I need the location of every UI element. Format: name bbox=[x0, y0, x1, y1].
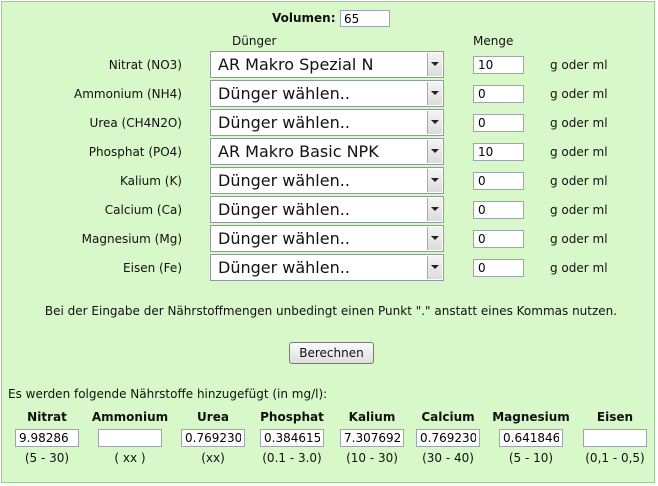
row-label-phosphat: Phosphat (PO4) bbox=[88, 145, 182, 159]
dropdown-button[interactable] bbox=[427, 169, 442, 192]
amount-input-ammonium[interactable] bbox=[473, 85, 524, 103]
unit-label: g oder ml bbox=[550, 87, 608, 101]
dropdown-button[interactable] bbox=[427, 198, 442, 221]
result-header-kalium: Kalium bbox=[348, 410, 396, 424]
chevron-down-icon bbox=[431, 62, 439, 66]
select-value: Dünger wählen.. bbox=[218, 171, 350, 190]
fertilizer-select-calcium[interactable] bbox=[210, 196, 444, 223]
chevron-down-icon bbox=[431, 265, 439, 269]
result-header-nitrat: Nitrat bbox=[27, 410, 67, 424]
decimal-point-note: Bei der Eingabe der Nährstoffmengen unbedingt einen Punkt "." anstatt eines Kommas nutzen. bbox=[44, 304, 618, 318]
row-label-magnesium: Magnesium (Mg) bbox=[81, 232, 182, 246]
dropdown-button[interactable] bbox=[427, 53, 442, 76]
amount-input-calcium[interactable] bbox=[473, 201, 524, 219]
chevron-down-icon bbox=[431, 120, 439, 124]
amount-header: Menge bbox=[473, 34, 514, 48]
amount-input-urea[interactable] bbox=[473, 114, 524, 132]
volume-label: Volumen: bbox=[272, 11, 336, 25]
result-value-calcium[interactable] bbox=[416, 429, 480, 447]
row-label-kalium: Kalium (K) bbox=[119, 174, 182, 188]
row-label-calcium: Calcium (Ca) bbox=[104, 203, 182, 217]
select-value: Dünger wählen.. bbox=[218, 258, 350, 277]
unit-label: g oder ml bbox=[550, 116, 608, 130]
select-value: Dünger wählen.. bbox=[218, 200, 350, 219]
fertilizer-select-nitrat[interactable] bbox=[210, 51, 444, 78]
unit-label: g oder ml bbox=[550, 232, 608, 246]
unit-label: g oder ml bbox=[550, 145, 608, 159]
result-range-kalium: (10 - 30) bbox=[346, 451, 398, 465]
amount-input-eisen[interactable] bbox=[473, 259, 524, 277]
result-value-magnesium[interactable] bbox=[499, 429, 563, 447]
select-value: Dünger wählen.. bbox=[218, 229, 350, 248]
unit-label: g oder ml bbox=[550, 203, 608, 217]
chevron-down-icon bbox=[431, 236, 439, 240]
dropdown-button[interactable] bbox=[427, 111, 442, 134]
result-value-ammonium[interactable] bbox=[98, 429, 162, 447]
row-label-eisen: Eisen (Fe) bbox=[123, 261, 182, 275]
result-value-eisen[interactable] bbox=[583, 429, 647, 447]
result-header-calcium: Calcium bbox=[421, 410, 475, 424]
unit-label: g oder ml bbox=[550, 261, 608, 275]
fertilizer-select-phosphat[interactable] bbox=[210, 138, 444, 165]
result-title: Es werden folgende Nährstoffe hinzugefügt (in mg/l): bbox=[8, 387, 328, 401]
amount-input-kalium[interactable] bbox=[473, 172, 524, 190]
select-value: AR Makro Basic NPK bbox=[218, 142, 379, 161]
result-range-ammonium: ( xx ) bbox=[114, 451, 146, 465]
calculate-button[interactable]: Berechnen bbox=[289, 342, 374, 364]
result-range-magnesium: (5 - 10) bbox=[508, 451, 554, 465]
dropdown-button[interactable] bbox=[427, 227, 442, 250]
result-header-urea: Urea bbox=[197, 410, 229, 424]
amount-input-magnesium[interactable] bbox=[473, 230, 524, 248]
result-value-urea[interactable] bbox=[181, 429, 245, 447]
dropdown-button[interactable] bbox=[427, 256, 442, 279]
result-value-nitrat[interactable] bbox=[15, 429, 79, 447]
fertilizer-select-magnesium[interactable] bbox=[210, 225, 444, 252]
dropdown-button[interactable] bbox=[427, 140, 442, 163]
select-value: AR Makro Spezial N bbox=[218, 55, 374, 74]
chevron-down-icon bbox=[431, 149, 439, 153]
result-value-kalium[interactable] bbox=[340, 429, 404, 447]
amount-input-phosphat[interactable] bbox=[473, 143, 524, 161]
fertilizer-select-ammonium[interactable] bbox=[210, 80, 444, 107]
unit-label: g oder ml bbox=[550, 58, 608, 72]
result-range-urea: (xx) bbox=[201, 451, 225, 465]
chevron-down-icon bbox=[431, 207, 439, 211]
result-range-calcium: (30 - 40) bbox=[422, 451, 474, 465]
chevron-down-icon bbox=[431, 91, 439, 95]
select-value: Dünger wählen.. bbox=[218, 113, 350, 132]
row-label-nitrat: Nitrat (NO3) bbox=[108, 58, 182, 72]
calculator-panel bbox=[1, 1, 655, 483]
result-range-nitrat: (5 - 30) bbox=[24, 451, 70, 465]
fertilizer-header: Dünger bbox=[232, 34, 277, 48]
fertilizer-select-urea[interactable] bbox=[210, 109, 444, 136]
fertilizer-select-kalium[interactable] bbox=[210, 167, 444, 194]
row-label-ammonium: Ammonium (NH4) bbox=[74, 87, 182, 101]
result-range-eisen: (0,1 - 0,5) bbox=[585, 451, 645, 465]
fertilizer-select-eisen[interactable] bbox=[210, 254, 444, 281]
result-header-eisen: Eisen bbox=[596, 410, 634, 424]
unit-label: g oder ml bbox=[550, 174, 608, 188]
volume-input[interactable] bbox=[340, 10, 390, 27]
chevron-down-icon bbox=[431, 178, 439, 182]
result-header-magnesium: Magnesium bbox=[492, 410, 570, 424]
dropdown-button[interactable] bbox=[427, 82, 442, 105]
row-label-urea: Urea (CH4N2O) bbox=[89, 116, 182, 130]
result-header-phosphat: Phosphat bbox=[260, 410, 324, 424]
select-value: Dünger wählen.. bbox=[218, 84, 350, 103]
amount-input-nitrat[interactable] bbox=[473, 56, 524, 74]
result-value-phosphat[interactable] bbox=[260, 429, 324, 447]
result-header-ammonium: Ammonium bbox=[91, 410, 169, 424]
result-range-phosphat: (0.1 - 3.0) bbox=[262, 451, 322, 465]
